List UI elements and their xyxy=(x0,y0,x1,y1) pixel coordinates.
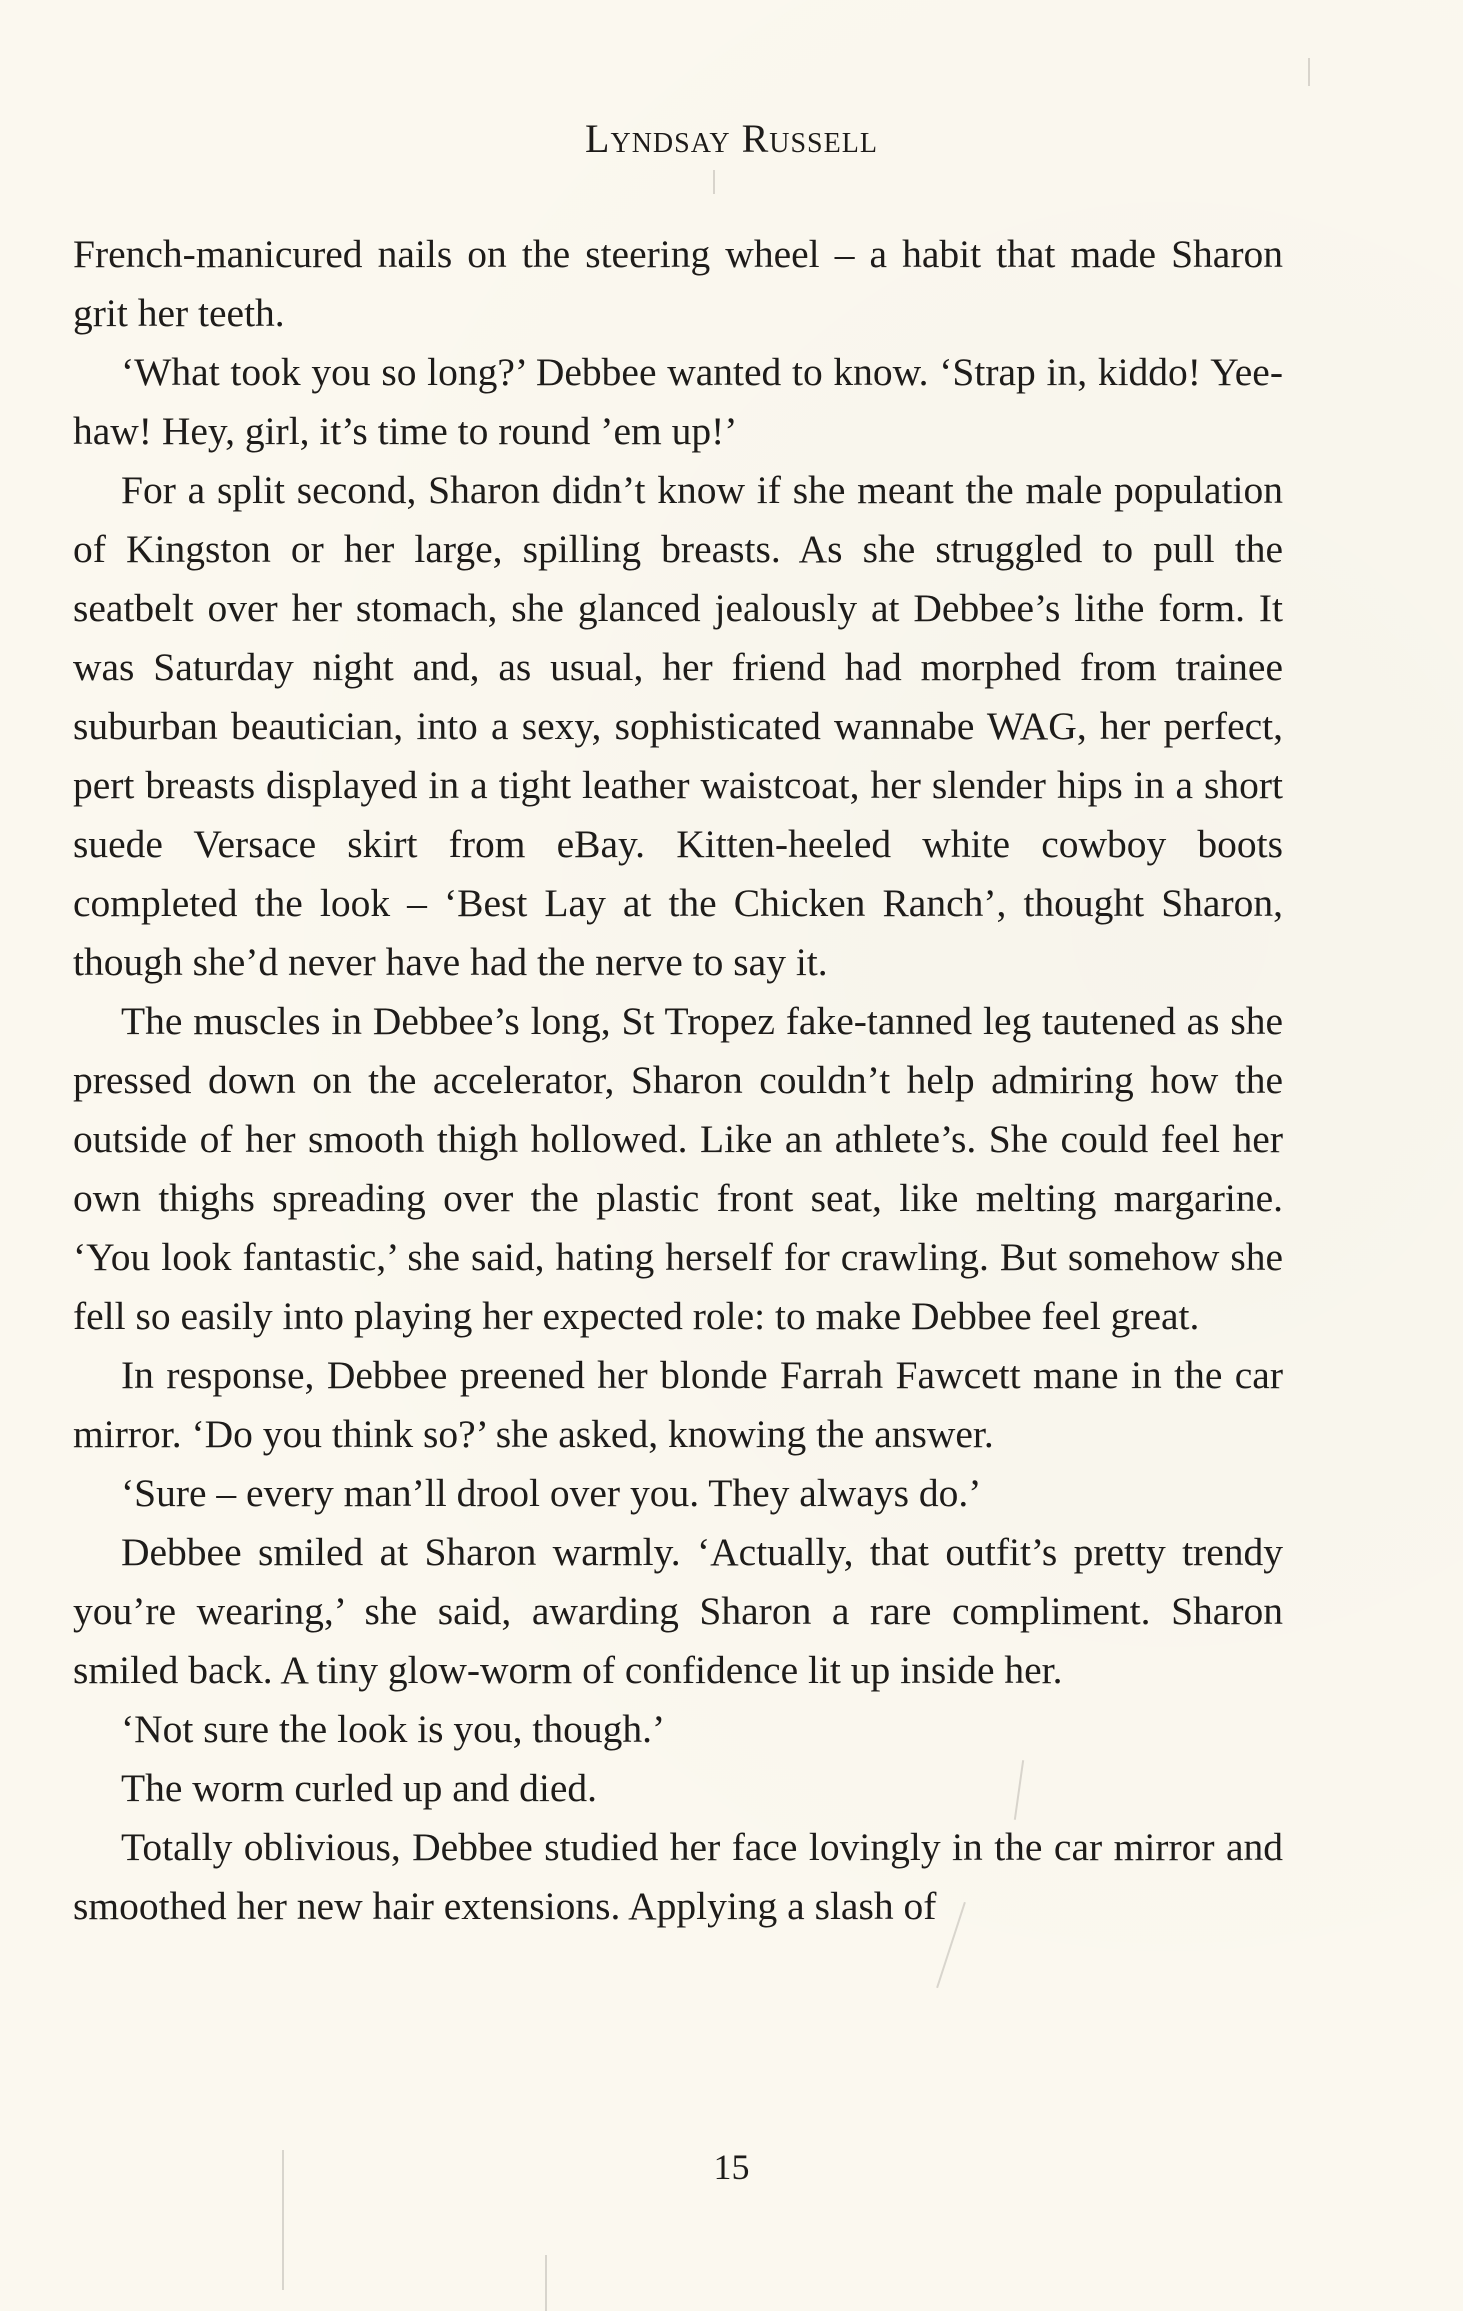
body-text xyxy=(73,225,1283,1936)
page-number: 15 xyxy=(713,2147,750,2187)
paragraph: ‘Sure – every man’ll drool over you. They always do.’ xyxy=(121,1471,982,1515)
scan-artifact xyxy=(1308,58,1310,86)
scan-artifact xyxy=(545,2255,547,2311)
paragraph: Debbee smiled at Sharon warmly. ‘Actually, that outfit’s pretty trendy you’re wearing,’ she said, awarding Sharon a rare compliment. Sharon smiled back. A tiny glow-worm of confidence lit up inside her. xyxy=(73,1530,1283,1692)
paragraph: In response, Debbee preened her blonde Farrah Fawcett mane in the car mirror. ‘Do you think so?’ she asked, knowing the answer. xyxy=(73,1353,1283,1456)
paragraph: ‘What took you so long?’ Debbee wanted to know. ‘Strap in, kiddo! Yee-haw! Hey, girl, it’s time to round ’em up!’ xyxy=(73,350,1283,453)
paragraph: The worm curled up and died. xyxy=(121,1766,598,1810)
paragraph: ‘Not sure the look is you, though.’ xyxy=(121,1707,666,1751)
paragraph: French-manicured nails on the steering wheel – a habit that made Sharon grit her teeth. xyxy=(73,232,1283,335)
paragraph: The muscles in Debbee’s long, St Tropez fake-tanned leg tautened as she pressed down on the accelerator, Sharon couldn’t help admiring how the outside of her smooth thigh hollowed. Like an athlete’s. She could feel her own thighs spreading over the plastic front seat, like melting margarine. ‘You look fantastic,’ she said, hating herself for crawling. But somehow she fell so easily into playing her expected role: to make Debbee feel great. xyxy=(73,999,1283,1338)
running-head: Lyndsay Russell xyxy=(585,116,878,161)
paragraph: Totally oblivious, Debbee studied her face lovingly in the car mirror and smoothed her new hair extensions. Applying a slash of xyxy=(73,1825,1283,1928)
paragraph: For a split second, Sharon didn’t know if she meant the male population of Kingston or her large, spilling breasts. As she struggled to pull the seatbelt over her stomach, she glanced jealously at Debbee’s lithe form. It was Saturday night and, as usual, her friend had morphed from trainee suburban beautician, into a sexy, sophisticated wannabe WAG, her perfect, pert breasts displayed in a tight leather waistcoat, her slender hips in a short suede Versace skirt from eBay. Kitten-heeled white cowboy boots completed the look – ‘Best Lay at the Chicken Ranch’, thought Sharon, though she’d never have had the nerve to say it. xyxy=(73,468,1283,984)
scan-artifact xyxy=(713,170,715,194)
